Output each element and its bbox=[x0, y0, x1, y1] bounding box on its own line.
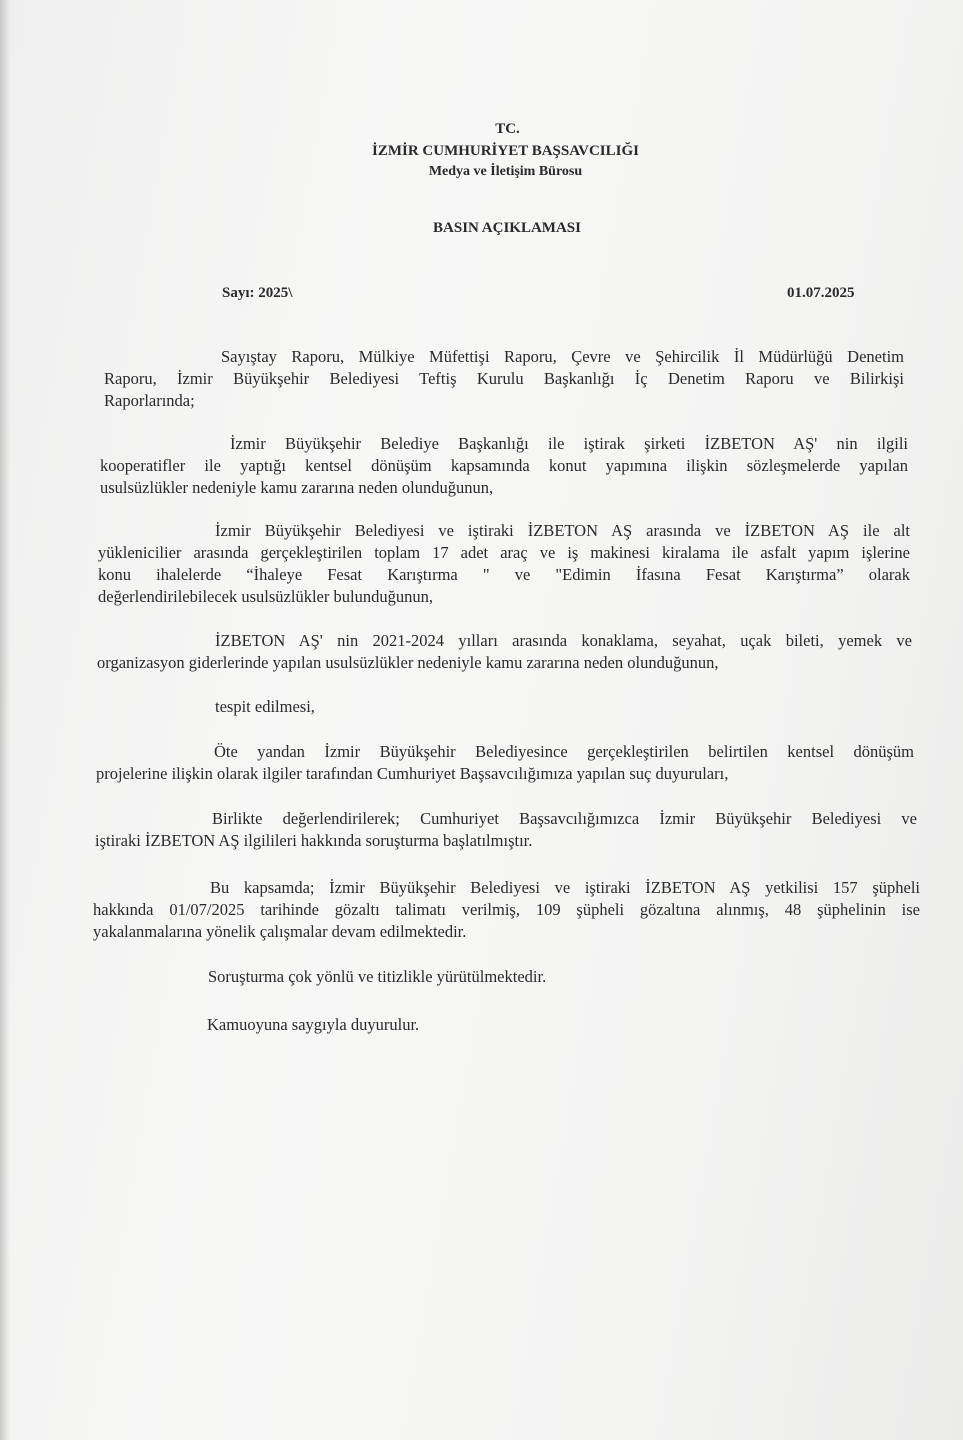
paragraph-line: Öte yandan İzmir Büyükşehir Belediyesince gerçekleştirilen belirtilen kentsel dönüşüm bbox=[214, 742, 914, 761]
header-office: Medya ve İletişim Bürosu bbox=[428, 164, 583, 179]
paragraph-line: Kamuoyuna saygıyla duyurulur. bbox=[207, 1015, 420, 1034]
paragraph-line: usulsüzlükler nedeniyle kamu zararına neden olunduğunun, bbox=[100, 478, 494, 497]
paragraph-sorusturma-baslatildi bbox=[95, 808, 917, 852]
paragraph-gozalti bbox=[93, 877, 920, 943]
document-date: 01.07.2025 bbox=[787, 285, 855, 301]
document-title: BASIN AÇIKLAMASI bbox=[433, 220, 581, 236]
paragraph-line: projelerine ilişkin olarak ilgiler tarafından Cumhuriyet Başsavcılığımıza yapılan suç duyuruları, bbox=[96, 764, 729, 783]
paragraph-line: yüklenicilier arasında gerçekleştirilen toplam 17 adet araç ve iş makinesi kiralama ile asfalt yapım işlerine bbox=[98, 543, 910, 562]
paragraph-line: iştiraki İZBETON AŞ ilgilileri hakkında soruşturma başlatılmıştır. bbox=[95, 831, 533, 850]
header-institution: İZMİR CUMHURİYET BAŞSAVCILIĞI bbox=[371, 143, 639, 159]
paragraph-line: Raporu, İzmir Büyükşehir Belediyesi Teftiş Kurulu Başkanlığı İç Denetim Raporu ve Bilirkişi bbox=[104, 369, 904, 388]
paragraph-line: Sayıştay Raporu, Mülkiye Müfettişi Raporu, Çevre ve Şehircilik İl Müdürlüğü Denetim bbox=[221, 347, 904, 366]
paragraph-line: Raporlarında; bbox=[104, 391, 195, 410]
paragraph-giderler bbox=[97, 630, 912, 674]
paragraph-line: Soruşturma çok yönlü ve titizlikle yürütülmektedir. bbox=[208, 967, 547, 986]
paragraph-closing bbox=[207, 1014, 419, 1036]
letterhead bbox=[0, 118, 963, 182]
header-tc: TC. bbox=[495, 121, 520, 137]
paragraph-kooperatif bbox=[100, 433, 908, 499]
paragraph-line: İzmir Büyükşehir Belediyesi ve iştiraki İZBETON AŞ arasında ve İZBETON AŞ ile alt bbox=[215, 521, 910, 540]
paragraph-line: İZBETON AŞ' nin 2021-2024 yılları arasında konaklama, seyahat, uçak bileti, yemek ve bbox=[215, 631, 912, 650]
paragraph-reports bbox=[104, 346, 904, 412]
paragraph-line: hakkında 01/07/2025 tarihinde gözaltı talimatı verilmiş, 109 şüpheli gözaltına alınmış, 48 şüphelinin ise bbox=[93, 900, 920, 919]
paragraph-line: değerlendirilebilecek usulsüzlükler bulunduğunun, bbox=[98, 587, 433, 606]
paragraph-line: Bu kapsamda; İzmir Büyükşehir Belediyesi ve iştiraki İZBETON AŞ yetkilisi 157 şüpheli bbox=[210, 878, 920, 897]
paragraph-line: organizasyon giderlerinde yapılan usulsüzlükler nedeniyle kamu zararına neden olunduğunun, bbox=[97, 653, 719, 672]
paragraph-line: Birlikte değerlendirilerek; Cumhuriyet Başsavcılığımızca İzmir Büyükşehir Belediyesi ve bbox=[212, 809, 917, 828]
paragraph-line: tespit edilmesi, bbox=[215, 697, 315, 716]
paragraph-tespit bbox=[215, 696, 315, 718]
paragraph-suc-duyurulari bbox=[96, 741, 914, 785]
paragraph-line: konu ihalelerde “İhaleye Fesat Karıştırma " ve "Edimin İfasına Fesat Karıştırma” olarak bbox=[98, 565, 910, 584]
paragraph-ihale bbox=[98, 520, 910, 608]
paragraph-line: yakalanmalarına yönelik çalışmalar devam edilmektedir. bbox=[93, 922, 467, 941]
reference-number: Sayı: 2025\ bbox=[222, 285, 293, 301]
page-edge-shadow bbox=[0, 0, 10, 1440]
paragraph-line: kooperatifler ile yaptığı kentsel dönüşüm kapsamında konut yapımına ilişkin sözleşmelerde yapılan bbox=[100, 456, 908, 475]
paragraph-line: İzmir Büyükşehir Belediye Başkanlığı ile iştirak şirketi İZBETON AŞ' nin ilgili bbox=[230, 434, 908, 453]
paragraph-titizlikle bbox=[208, 966, 546, 988]
